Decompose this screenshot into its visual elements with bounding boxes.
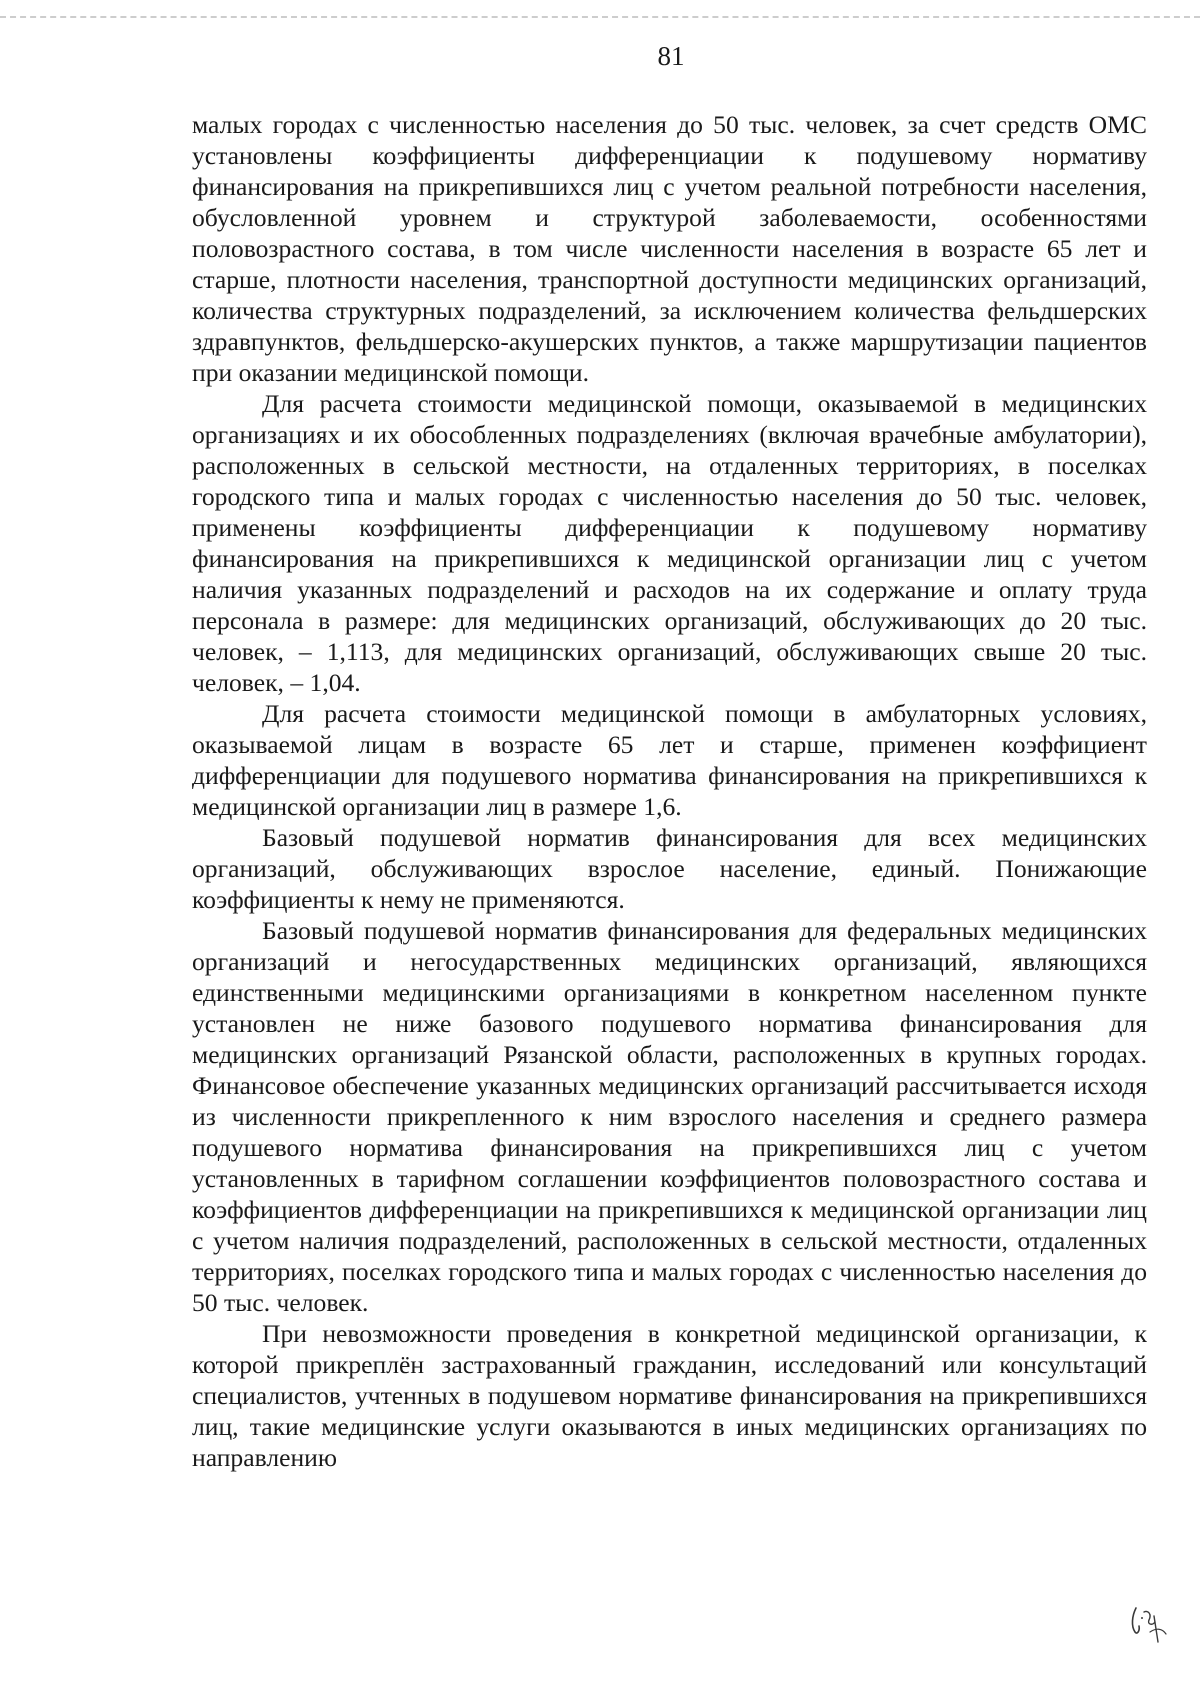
page-number: 81 (657, 41, 685, 71)
paragraph-4: Базовый подушевой норматив финансирования для всех медицинских организаций, обслуживающих взрослое население, единый. Понижающие коэффициенты к нему не применяются. (192, 823, 1147, 914)
paragraph-3: Для расчета стоимости медицинской помощи в амбулаторных условиях, оказываемой лицам в возрасте 65 лет и старше, применен коэффициент дифференциации для подушевого норматива финансирования на прикрепившихся к медицинской организации лиц в размере 1,6. (192, 699, 1147, 821)
paragraph-5: Базовый подушевой норматив финансирования для федеральных медицинских организаций и негосударственных медицинских организаций, являющихся единственными медицинскими организациями в конкретном населенном пункте установлен не ниже базового подушевого норматива финансирования для медицинских организаций Рязанской области, расположенных в крупных городах. Финансовое обеспечение указанных медицинских организаций рассчитывается исходя из численности прикрепленного к ним взрослого населения и среднего размера подушевого норматива финансирования на прикрепившихся лиц с учетом установленных в тарифном соглашении коэффициентов половозрастного состава и коэффициентов дифференциации на прикрепившихся к медицинской организации лиц с учетом наличия подразделений, расположенных в сельской местности, отдаленных территориях, поселках городского типа и малых городах с численностью населения до 50 тыс. человек. (192, 916, 1147, 1317)
handwritten-initials-icon (1128, 1598, 1174, 1648)
paragraph-1: малых городах с численностью населения до 50 тыс. человек, за счет средств ОМС установлены коэффициенты дифференциации к подушевому нормативу финансирования на прикрепившихся лиц с учетом реальной потребности населения, обусловленной уровнем и структурой заболеваемости, особенностями половозрастного состава, в том числе численности населения в возрасте 65 лет и старше, плотности населения, транспортной доступности медицинских организаций, количества структурных подразделений, за исключением количества фельдшерских здравпунктов, фельдшерско-акушерских пунктов, а также маршрутизации пациентов при оказании медицинской помощи. (192, 110, 1147, 387)
document-body (192, 109, 1147, 1473)
paragraph-6: При невозможности проведения в конкретной медицинской организации, к которой прикреплён застрахованный гражданин, исследований или консультаций специалистов, учтенных в подушевом нормативе финансирования на прикрепившихся лиц, такие медицинские услуги оказываются в иных медицинских организациях по направлению (192, 1319, 1147, 1472)
scan-top-edge (0, 16, 1200, 18)
paragraph-2: Для расчета стоимости медицинской помощи, оказываемой в медицинских организациях и их обособленных подразделениях (включая врачебные амбулатории), расположенных в сельской местности, на отдаленных территориях, в поселках городского типа и малых городах с численностью населения до 50 тыс. человек, применены коэффициенты дифференциации к подушевому нормативу финансирования на прикрепившихся к медицинской организации лиц с учетом наличия указанных подразделений и расходов на их содержание и оплату труда персонала в размере: для медицинских организаций, обслуживающих до 20 тыс. человек, – 1,113, для медицинских организаций, обслуживающих свыше 20 тыс. человек, – 1,04. (192, 389, 1147, 697)
